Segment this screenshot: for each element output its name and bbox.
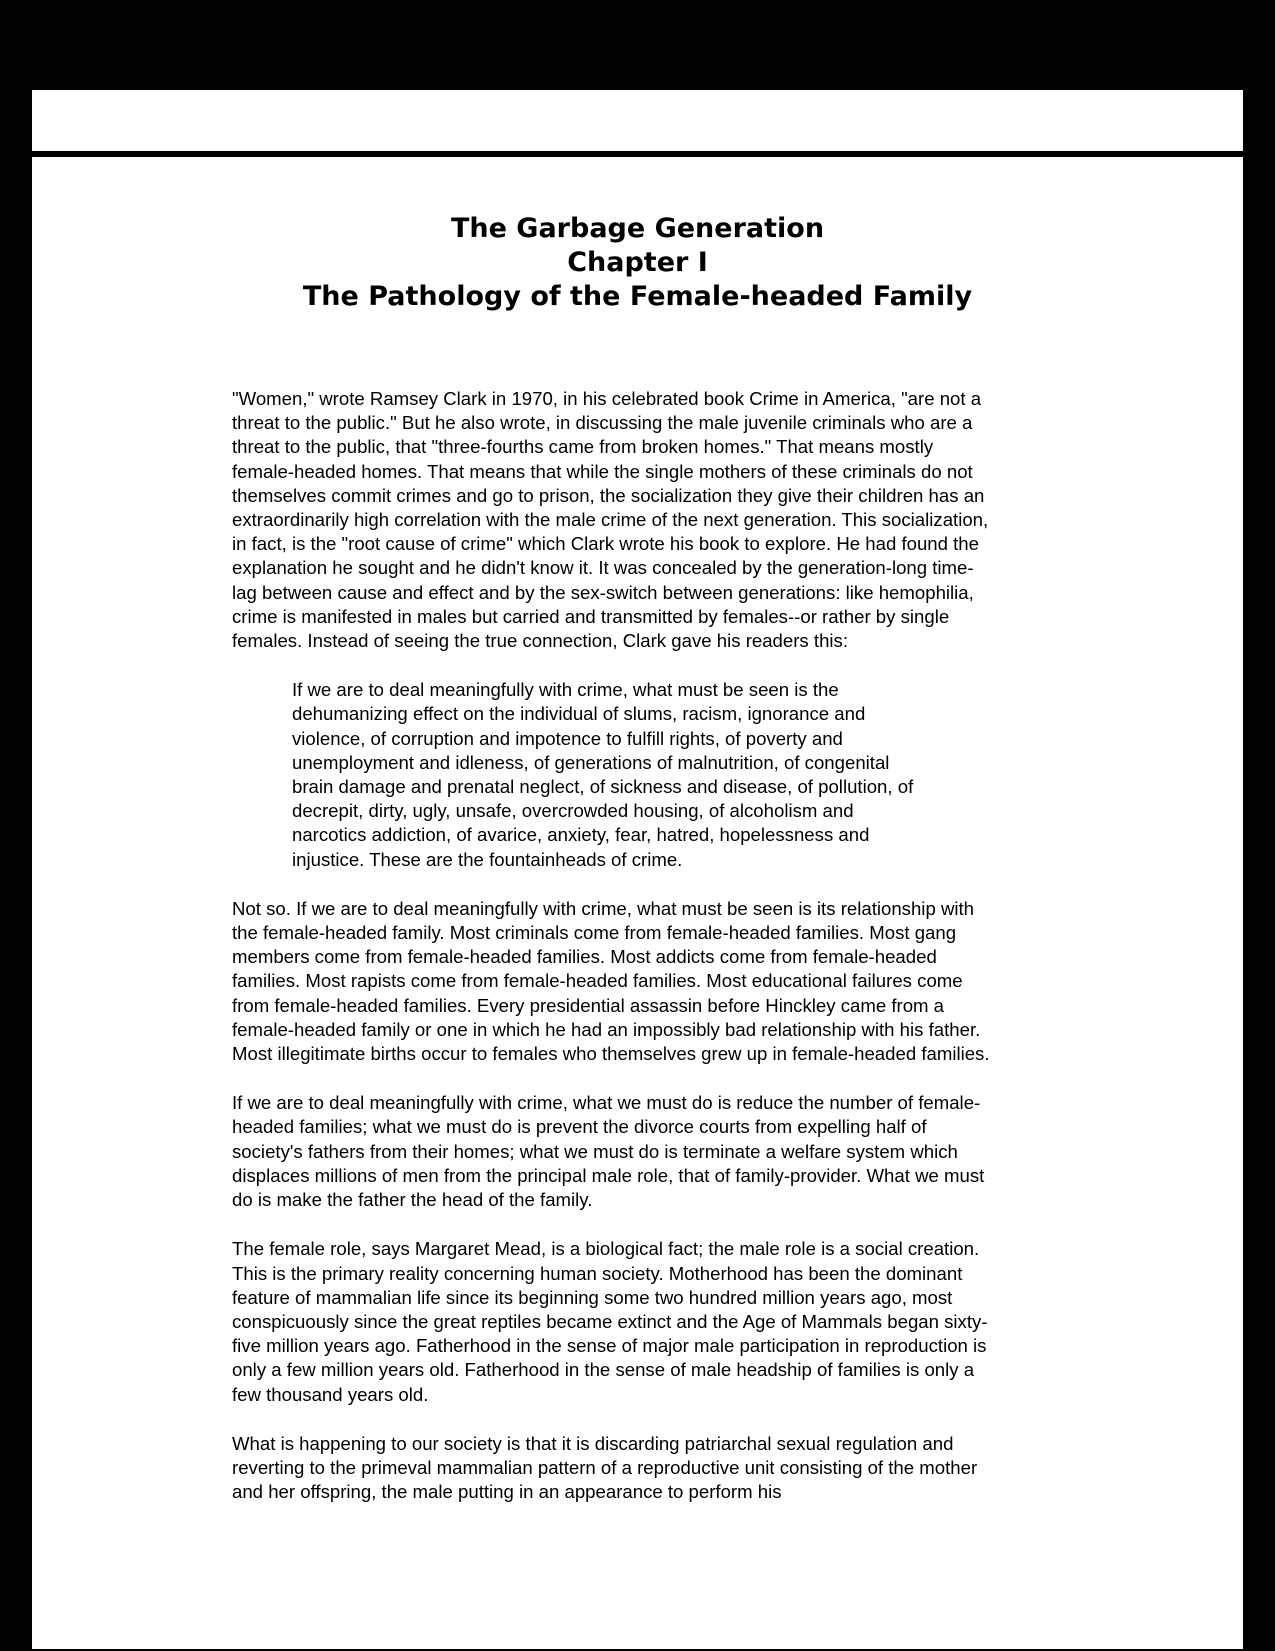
block-quote: If we are to deal meaningfully with crime, what must be seen is the dehumanizing effect on the individual of slums, racism, ignorance and violence, of corruption and impotence to fulfill rights, of poverty and unemployment and idleness, of generations of malnutrition, of congenital brain damage and prenatal neglect, of sickness and disease, of pollution, of decrepit, dirty, ugly, unsafe, overcrowded housing, of alcoholism and narcotics addiction, of avarice, anxiety, fear, hatred, hopelessness and injustice. These are the fountainheads of crime. <box>292 679 914 870</box>
paragraph: If we are to deal meaningfully with crime, what we must do is reduce the number of female-headed families; what we must do is prevent the divorce courts from expelling half of society's fathers from their homes; what we must do is terminate a welfare system which displaces millions of men from the principal male role, that of family-provider. What we must do is make the father the head of the family. <box>232 1092 985 1211</box>
document-body <box>232 387 992 1529</box>
document-frame <box>32 84 1243 1651</box>
document-title <box>32 212 1243 314</box>
top-black-bar <box>0 0 1275 84</box>
right-black-bar <box>1243 84 1275 1651</box>
book-title: The Garbage Generation <box>450 213 825 244</box>
paragraph: The female role, says Margaret Mead, is a biological fact; the male role is a social creation. This is the primary reality concerning human society. Motherhood has been the dominant feature of mammalian life since its beginning some two hundred million years ago, most conspicuously since the great reptiles became extinct and the Age of Mammals began sixty-five million years ago. Fatherhood in the sense of major male participation in reproduction is only a few million years old. Fatherhood in the sense of male headship of families is only a few thousand years old. <box>232 1238 988 1405</box>
header-strip <box>32 84 1243 157</box>
chapter-title: The Pathology of the Female-headed Family <box>302 281 973 312</box>
chapter-number: Chapter I <box>567 247 708 278</box>
page-area <box>32 157 1243 1651</box>
paragraph: Not so. If we are to deal meaningfully with crime, what must be seen is its relationship with the female-headed family. Most criminals come from female-headed families. Most gang members come from female-headed families. Most addicts come from female-headed families. Most rapists come from female-headed families. Most educational failures come from female-headed families. Every presidential assassin before Hinckley came from a female-headed family or one in which he had an impossibly bad relationship with his father. Most illegitimate births occur to females who themselves grew up in female-headed families. <box>232 897 990 1065</box>
paragraph: What is happening to our society is that it is discarding patriarchal sexual regulation and reverting to the primeval mammalian pattern of a reproductive unit consisting of the mother and her offspring, the male putting in an appearance to perform his <box>232 1432 978 1503</box>
paragraph: "Women," wrote Ramsey Clark in 1970, in his celebrated book Crime in America, "are not a threat to the public." But he also wrote, in discussing the male juvenile criminals who are a threat to the public, that "three-fourths came from broken homes." That means mostly female-headed homes. That means that while the single mothers of these criminals do not themselves commit crimes and go to prison, the socialization they give their children has an extraordinarily high correlation with the male crime of the next generation. This socialization, in fact, is the "root cause of crime" which Clark wrote his book to explore. He had found the explanation he sought and he didn't know it. It was concealed by the generation-long time-lag between cause and effect and by the sex-switch between generations: like hemophilia, crime is manifested in males but carried and transmitted by females--or rather by single females. Instead of seeing the true connection, Clark gave his readers this: <box>232 388 989 652</box>
